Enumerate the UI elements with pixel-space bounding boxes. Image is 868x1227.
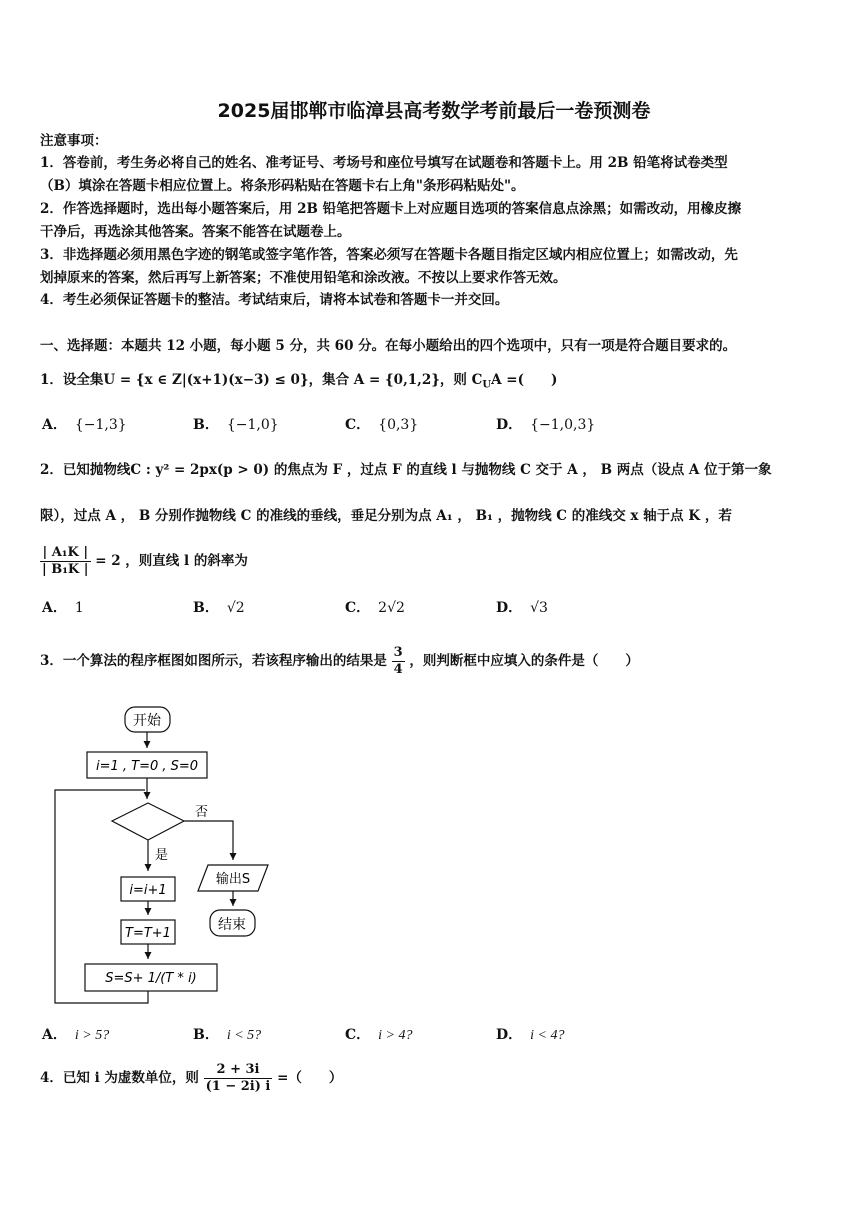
question-4-text: 4．已知 i 为虚数单位，则	[40, 1070, 199, 1086]
end-label: 结束	[218, 917, 246, 933]
yes-label: 是	[155, 848, 169, 863]
question-2-tail: = 2 ，则直线 l 的斜率为	[95, 553, 248, 569]
option-value: i < 5?	[226, 1028, 262, 1043]
q1-option-d[interactable]	[496, 414, 595, 434]
question-3-text: 3．一个算法的程序框图如图所示，若该程序输出的结果是	[40, 653, 387, 669]
decision-diamond	[112, 803, 184, 840]
option-value: {0,3}	[378, 417, 419, 433]
notice-heading: 注意事项：	[40, 133, 108, 149]
notice-item: 3．非选择题必须用黑色字迹的钢笔或签字笔作答，答案必须写在答题卡各题目指定区域内相应位置上；如需改动，先	[40, 247, 738, 263]
option-value: √3	[530, 600, 548, 616]
q2-option-b[interactable]	[193, 597, 245, 617]
option-label: D．	[496, 1027, 523, 1043]
option-label: C．	[345, 600, 371, 616]
option-value: i > 5?	[74, 1028, 110, 1043]
fraction-denominator: | B₁K |	[42, 562, 89, 577]
option-value: i < 4?	[530, 1028, 565, 1043]
option-label: D．	[496, 417, 523, 433]
start-label: 开始	[133, 713, 161, 729]
q2-option-a[interactable]	[42, 597, 84, 617]
option-value: √2	[226, 600, 245, 616]
question-1	[40, 370, 557, 396]
option-label: C．	[345, 1027, 371, 1043]
option-value: 2√2	[378, 600, 405, 616]
option-value: {−1,3}	[74, 417, 127, 433]
q3-option-c[interactable]	[345, 1024, 413, 1044]
option-label: D．	[496, 600, 523, 616]
output-label: 输出S	[215, 872, 251, 887]
question-4	[40, 1062, 342, 1095]
q1-option-c[interactable]	[345, 414, 418, 434]
q1-option-a[interactable]	[42, 414, 127, 434]
step1-label: i=i+1	[129, 883, 167, 898]
notice-item: 1．答卷前，考生务必将自己的姓名、准考证号、考场号和座位号填写在试题卷和答题卡上。用 2B 铅笔将试卷类型	[40, 155, 728, 171]
complex-fraction	[204, 1062, 273, 1095]
question-1-sub: U	[482, 379, 492, 391]
notice-item: 干净后，再选涂其他答案。答案不能答在试题卷上。	[40, 224, 351, 240]
option-value: {−1,0}	[226, 417, 279, 433]
fraction-denominator: (1 − 2i) i	[205, 1079, 271, 1094]
fraction-denominator: 4	[393, 662, 403, 677]
q3-option-d[interactable]	[496, 1024, 564, 1044]
question-1-tail: A =( )	[491, 372, 558, 388]
notice-item: （B）填涂在答题卡相应位置上。将条形码粘贴在答题卡右上角"条形码粘贴处"。	[40, 178, 525, 194]
option-label: C．	[345, 417, 371, 433]
option-value: {−1,0,3}	[530, 417, 596, 433]
flowchart	[0, 700, 300, 1010]
notice-item: 4．考生必须保证答题卡的整洁。考试结束后，请将本试卷和答题卡一并交回。	[40, 292, 509, 308]
page-title: 2025届邯郸市临漳县高考数学考前最后一卷预测卷	[217, 100, 651, 122]
no-label: 否	[195, 805, 209, 820]
option-label: A．	[42, 600, 67, 616]
step3-label: S=S+ 1/(T * i)	[105, 971, 197, 986]
section-heading: 一、选择题：本题共 12 小题，每小题 5 分，共 60 分。在每小题给出的四个选项中，只有一项是符合题目要求的。	[40, 338, 737, 354]
option-label: A．	[42, 417, 67, 433]
notice-item: 划掉原来的答案，然后再写上新答案；不准使用铅笔和涂改液。不按以上要求作答无效。	[40, 270, 567, 286]
q3-option-a[interactable]	[42, 1024, 109, 1044]
question-4-tail: =（ ）	[277, 1070, 343, 1086]
fraction-numerator: | A₁K |	[40, 545, 91, 562]
init-label: i=1 , T=0 , S=0	[95, 759, 199, 774]
option-label: B．	[193, 417, 219, 433]
question-3	[40, 645, 639, 678]
q2-option-c[interactable]	[345, 597, 405, 617]
notice-item: 2．作答选择题时，选出每小题答案后，用 2B 铅笔把答题卡上对应题目选项的答案信息点涂黑；如需改动，用橡皮擦	[40, 201, 742, 217]
option-value: i > 4?	[378, 1028, 413, 1043]
question-2-line3	[40, 545, 248, 578]
option-label: A．	[42, 1027, 67, 1043]
question-1-text: 1．设全集U = {x ∈ Z|(x+1)(x−3) ≤ 0}，集合 A = {0,1,2}，则 C	[40, 372, 483, 388]
flow-arrow	[184, 821, 233, 860]
question-2-line2: 限），过点 A ， B 分别作抛物线 C 的准线的垂线，垂足分别为点 A₁ ， B₁ ，抛物线 C 的准线交 x 轴于点 K ，若	[40, 508, 732, 524]
fraction-numerator: 2 + 3i	[204, 1062, 273, 1079]
q3-option-b[interactable]	[193, 1024, 261, 1044]
q1-option-b[interactable]	[193, 414, 279, 434]
result-fraction	[392, 645, 405, 678]
option-label: B．	[193, 1027, 219, 1043]
option-label: B．	[193, 600, 219, 616]
fraction-numerator: 3	[393, 645, 403, 660]
q2-option-d[interactable]	[496, 597, 548, 617]
question-3-tail: ，则判断框中应填入的条件是（ ）	[409, 653, 639, 669]
option-value: 1	[74, 600, 84, 616]
question-2-line1: 2．已知抛物线C : y² = 2px(p > 0) 的焦点为 F ，过点 F 的直线 l 与抛物线 C 交于 A ， B 两点（设点 A 位于第一象	[40, 462, 772, 478]
ratio-fraction	[40, 545, 91, 578]
step2-label: T=T+1	[125, 926, 171, 941]
